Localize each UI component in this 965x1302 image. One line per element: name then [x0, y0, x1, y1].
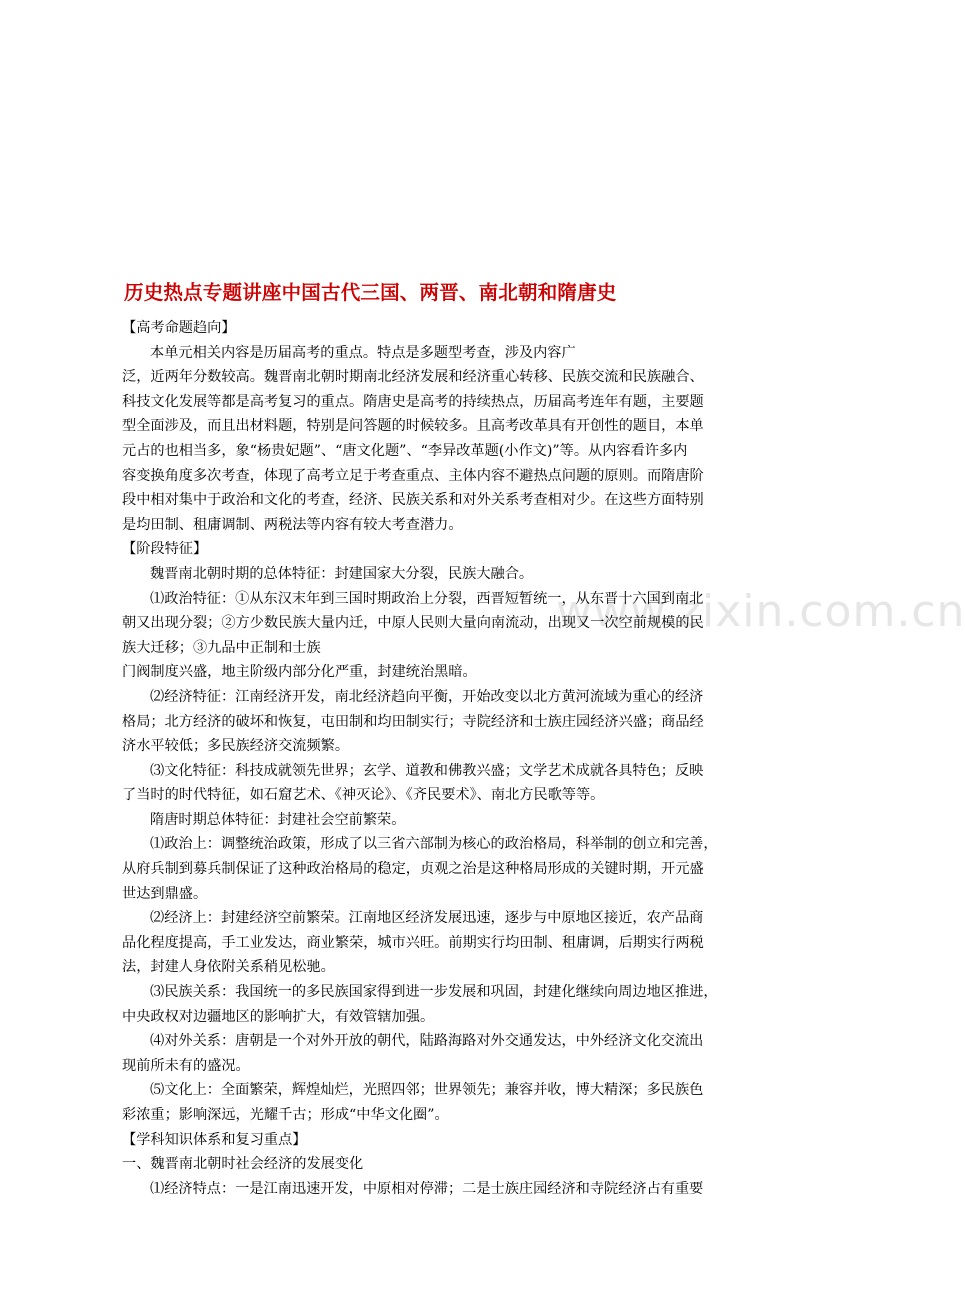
text-line: ⑴政治特征：①从东汉末年到三国时期政治上分裂，西晋短暂统一，从东晋十六国到南北 [150, 590, 704, 607]
text-line: ⑸文化上：全面繁荣，辉煌灿烂，光照四邻；世界领先；兼容并收，博大精深；多民族色 [150, 1082, 704, 1099]
text-line: 元占的也相当多，象“杨贵妃题”、“唐文化题”、“李异改革题(小作文)”等。从内容看许多内 [122, 442, 688, 459]
text-line: 段中相对集中于政治和文化的考查，经济、民族关系和对外关系考查相对少。在这些方面特别 [122, 492, 704, 509]
text-line: 了当时的时代特征，如石窟艺术、《神灭论》、《齐民要术》、南北方民歌等等。 [122, 787, 605, 804]
text-line: 门阀制度兴盛，地主阶级内部分化严重，封建统治黑暗。 [122, 664, 477, 681]
text-line: ⑴经济特点：一是江南迅速开发，中原相对停滞；二是士族庄园经济和寺院经济占有重要 [150, 1180, 704, 1197]
watermark: www.zixin.com.cn [556, 586, 965, 637]
text-line: 是均田制、租庸调制、两税法等内容有较大考查潜力。 [122, 516, 463, 533]
text-line: ⑶民族关系：我国统一的多民族国家得到进一步发展和巩固，封建化继续向周边地区推进， [150, 984, 718, 1001]
text-line: 科技文化发展等都是高考复习的重点。隋唐史是高考的持续热点，历届高考连年有题，主要题 [122, 393, 704, 410]
text-line: 世达到鼎盛。 [122, 885, 208, 902]
text-line: 【阶段特征】 [122, 541, 208, 558]
text-line: ⑵经济上：封建经济空前繁荣。江南地区经济发展迅速，逐步与中原地区接近，农产品商 [150, 910, 704, 927]
text-line: 从府兵制到募兵制保证了这种政治格局的稳定，贞观之治是这种格局形成的关键时期，开元盛 [122, 861, 704, 878]
text-line: 济水平较低；多民族经济交流频繁。 [122, 738, 350, 755]
text-line: 中央政权对边疆地区的影响扩大，有效管辖加强。 [122, 1008, 435, 1025]
text-line: ⑶文化特征：科技成就领先世界；玄学、道教和佛教兴盛；文学艺术成就各具特色；反映 [150, 762, 704, 779]
text-line: 法，封建人身依附关系稍见松驰。 [122, 959, 335, 976]
text-line: 隋唐时期总体特征：封建社会空前繁荣。 [150, 811, 406, 828]
document-title: 历史热点专题讲座中国古代三国、两晋、南北朝和隋唐史 [124, 281, 617, 304]
text-line: 泛，近两年分数较高。魏晋南北朝时期南北经济发展和经济重心转移、民族交流和民族融合、 [122, 369, 704, 386]
text-line: 品化程度提高，手工业发达，商业繁荣，城市兴旺。前期实行均田制、租庸调，后期实行两税 [122, 934, 704, 951]
text-line: ⑵经济特征：江南经济开发，南北经济趋向平衡，开始改变以北方黄河流域为重心的经济 [150, 688, 704, 705]
text-line: 【学科知识体系和复习重点】 [122, 1131, 307, 1148]
text-line: 【高考命题趋向】 [122, 320, 236, 336]
document-page [122, 276, 808, 1201]
text-line: 彩浓重；影响深远，光耀千古；形成“中华文化圈”。 [122, 1107, 449, 1123]
text-line: 族大迁移；③九品中正制和士族 [122, 639, 321, 656]
text-line: 型全面涉及，而且出材料题，特别是问答题的时候较多。且高考改革具有开创性的题目，本单 [122, 418, 704, 435]
text-line: 魏晋南北朝时期的总体特征：封建国家大分裂，民族大融合。 [150, 565, 534, 582]
text-line: 格局；北方经济的破坏和恢复，屯田制和均田制实行；寺院经济和士族庄园经济兴盛；商品经 [122, 713, 704, 730]
document-body [122, 316, 808, 1201]
text-line: 一、魏晋南北朝时社会经济的发展变化 [122, 1156, 364, 1173]
text-line: 本单元相关内容是历届高考的重点。特点是多题型考查，涉及内容广 [150, 344, 576, 361]
text-line: 朝又出现分裂；②方少数民族大量内迁，中原人民则大量向南流动，出现又一次空前规模的民 [122, 615, 704, 632]
text-line: 容变换角度多次考查，体现了高考立足于考查重点、主体内容不避热点问题的原则。而隋唐阶 [122, 467, 704, 484]
text-line: ⑴政治上：调整统治政策，形成了以三省六部制为核心的政治格局，科举制的创立和完善， [150, 836, 718, 853]
text-line: 现前所未有的盛况。 [122, 1057, 250, 1074]
text-line: ⑷对外关系：唐朝是一个对外开放的朝代，陆路海路对外交通发达，中外经济文化交流出 [150, 1033, 704, 1050]
